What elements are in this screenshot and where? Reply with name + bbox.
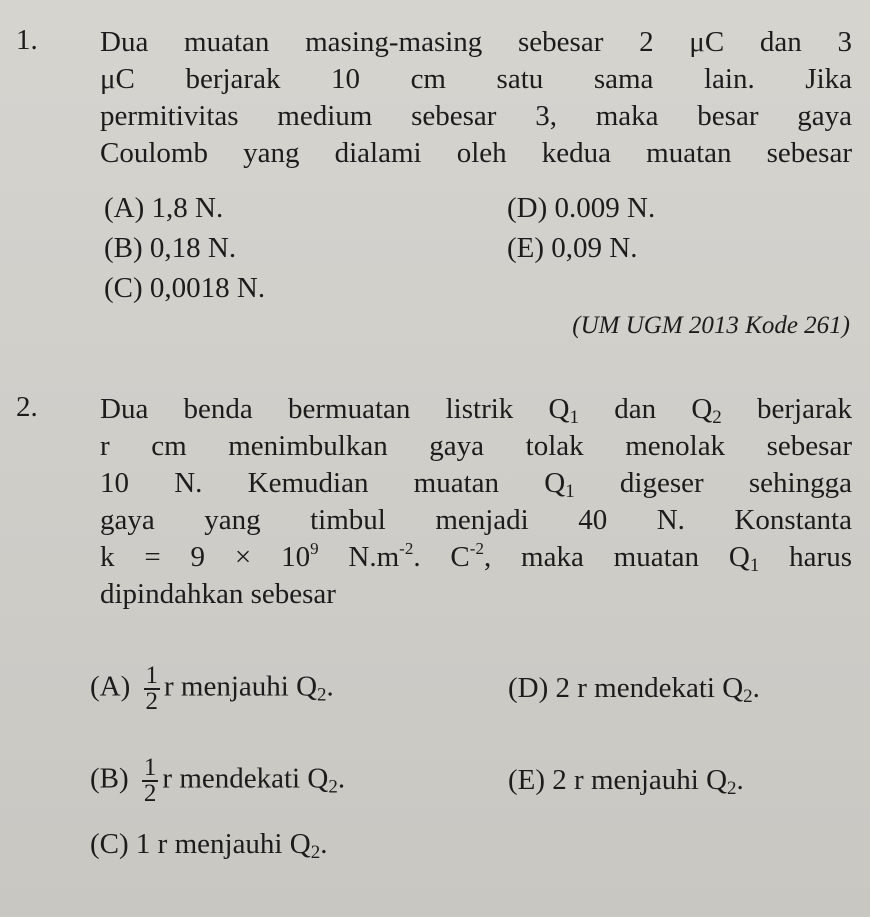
q2-line-5-s: 1 xyxy=(749,555,760,576)
q1-option-e: (E) 0,09 N. xyxy=(507,232,638,264)
q2-option-a-label: (A) xyxy=(90,670,131,703)
q2-option-e-text: 2 r menjauhi Q xyxy=(552,764,728,796)
q2-line-3 xyxy=(100,465,852,502)
q2-line-3-s: 1 xyxy=(565,481,575,502)
q2-line-1-s1: 1 xyxy=(569,407,579,428)
q2-line-3-b: digeser sehingga xyxy=(574,467,852,499)
q2-option-a-num: 1 xyxy=(145,662,159,689)
q2-line-5-d: , maka muatan Q xyxy=(483,541,750,573)
q2-option-d-end: . xyxy=(752,672,760,704)
q1-line-4: Coulomb yang dialami oleh kedua muatan sebesar xyxy=(100,137,852,169)
q2-line-1-c: berjarak xyxy=(721,393,852,425)
q2-option-e-sub: 2 xyxy=(727,778,737,799)
q2-line-6: dipindahkan sebesar xyxy=(100,578,336,610)
q1-number: 1. xyxy=(16,24,38,56)
q2-line-1-b: dan xyxy=(578,393,692,425)
q2-option-d-text: 2 r mendekati Q xyxy=(555,672,744,704)
q2-option-a-fraction xyxy=(144,664,161,714)
q2-text xyxy=(100,391,852,613)
q2-line-1-s2: 2 xyxy=(712,407,722,428)
q2-line-5-exp9: 9 xyxy=(310,539,319,558)
q2-option-a xyxy=(90,664,334,714)
q2-line-5-exp-m2b: -2 xyxy=(469,539,484,558)
q2-line-1-q2: Q xyxy=(691,393,713,425)
q2-line-5 xyxy=(100,539,852,576)
q2-option-d-sub: 2 xyxy=(743,686,753,707)
q2-line-3-a: 10 N. Kemudian muatan xyxy=(100,467,545,499)
q2-option-c-sub: 2 xyxy=(310,842,321,863)
q1-option-b: (B) 0,18 N. xyxy=(104,232,237,264)
q1-line-1: Dua muatan masing-masing sebesar 2 μC dan 3 xyxy=(100,26,852,58)
q2-line-3-q: Q xyxy=(544,467,566,499)
q2-line-1 xyxy=(100,391,852,428)
q1-text xyxy=(100,24,852,172)
q1-source: (UM UGM 2013 Kode 261) xyxy=(572,312,850,339)
q2-line-5-a: k = 9 × 10 xyxy=(100,541,311,573)
q2-option-d-label: (D) xyxy=(508,672,549,704)
q2-option-b-end: . xyxy=(337,762,346,795)
q2-option-b-text: r mendekati Q xyxy=(162,762,329,795)
q2-option-a-text: r menjauhi Q xyxy=(164,670,318,703)
q2-option-c-label: (C) xyxy=(90,828,129,860)
q2-option-b xyxy=(90,756,345,806)
q2-option-d xyxy=(508,670,760,707)
q2-line-5-exp-m2: -2 xyxy=(399,539,414,558)
q2-option-a-sub: 2 xyxy=(317,684,327,706)
q2-option-e-end: . xyxy=(736,764,744,796)
q2-option-b-den: 2 xyxy=(143,780,157,807)
q2-option-b-fraction xyxy=(142,756,159,806)
q2-option-b-num: 1 xyxy=(143,754,157,781)
q1-option-a: (A) 1,8 N. xyxy=(104,192,224,224)
q2-line-1-a: Dua benda bermuatan listrik xyxy=(100,393,549,425)
q2-option-a-end: . xyxy=(326,670,334,703)
q2-line-5-e: harus xyxy=(759,541,852,573)
q2-line-5-b: N.m xyxy=(318,541,400,573)
q2-option-c-end: . xyxy=(320,828,328,860)
q2-line-5-c: . C xyxy=(413,541,470,573)
q2-line-1-q1: Q xyxy=(548,393,570,425)
q2-option-a-den: 2 xyxy=(145,688,159,715)
q2-line-4: gaya yang timbul menjadi 40 N. Konstanta xyxy=(100,504,852,536)
q1-option-d: (D) 0.009 N. xyxy=(507,192,656,224)
q1-option-c: (C) 0,0018 N. xyxy=(104,272,266,304)
q1-line-2: μC berjarak 10 cm satu sama lain. Jika xyxy=(100,63,852,95)
q2-option-b-sub: 2 xyxy=(328,776,338,798)
q2-option-c xyxy=(90,826,327,863)
q2-number: 2. xyxy=(16,391,38,423)
q1-line-3: permitivitas medium sebesar 3, maka besar gaya xyxy=(100,100,852,132)
q2-option-e xyxy=(508,762,744,799)
q2-line-2: r cm menimbulkan gaya tolak menolak sebesar xyxy=(100,430,852,462)
q2-option-e-label: (E) xyxy=(508,764,546,796)
q2-option-b-label: (B) xyxy=(90,762,129,795)
q2-option-c-text: 1 r menjauhi Q xyxy=(135,828,311,860)
